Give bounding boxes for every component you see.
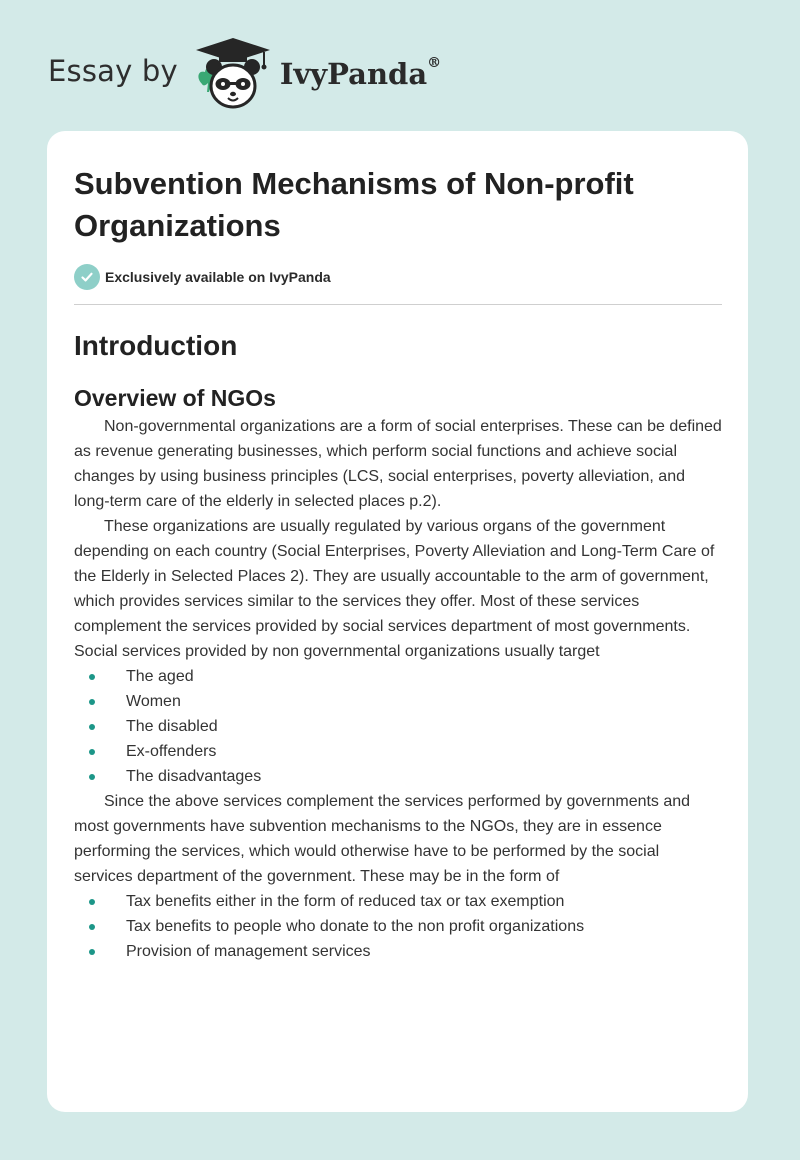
essay-card <box>47 131 748 1112</box>
paragraph: Since the above services complement the services performed by governments and most governments have subvention mechanisms to the NGOs, they are in essence performing the services, which would otherwise have to be performed by the social services department of the government. These may be in the form of <box>74 793 691 885</box>
form-list <box>74 889 722 964</box>
check-mark-icon <box>80 270 94 284</box>
list-item: Ex-offenders <box>74 739 722 764</box>
list-item: Tax benefits either in the form of reduced tax or tax exemption <box>74 889 722 914</box>
section-heading-introduction: Introduction <box>74 330 238 361</box>
target-list <box>74 664 722 789</box>
brand-name-text: IvyPanda <box>279 57 428 91</box>
list-item: The disadvantages <box>74 764 722 789</box>
paragraph: Non-governmental organizations are a form of social enterprises. These can be defined as revenue generating businesses, which perform social functions and achieve social changes by using business principles (LCS, social enterprises, poverty alleviation, and long-term care of the elderly in selected places p.2). <box>74 418 722 510</box>
exclusive-badge <box>74 263 722 291</box>
list-item: Provision of management services <box>74 939 722 964</box>
site-header <box>48 30 441 120</box>
title-divider <box>74 304 722 305</box>
brand-name[interactable] <box>280 57 441 91</box>
exclusive-badge-text: Exclusively available on IvyPanda <box>105 269 331 285</box>
paragraph: These organizations are usually regulated by various organs of the government depending on each country (Social Enterprises, Poverty Alleviation and Long-Term Care of the Elderly in Selected Places 2). They are usually accountable to the arm of government, which provides services similar to the services they offer. Most of these services complement the services provided by social services department of most governments. Social services provided by non governmental organizations usually target <box>74 518 715 660</box>
list-item: Tax benefits to people who donate to the non profit organizations <box>74 914 722 939</box>
list-item: The disabled <box>74 714 722 739</box>
list-item: Women <box>74 689 722 714</box>
essay-title: Subvention Mechanisms of Non-profit Organizations <box>74 166 634 243</box>
registered-mark: ® <box>427 55 442 71</box>
essay-by-label: Essay by <box>48 54 178 88</box>
subheading-overview: Overview of NGOs <box>74 385 276 411</box>
list-item: The aged <box>74 664 722 689</box>
check-circle-icon <box>74 264 100 290</box>
panda-graduate-icon[interactable] <box>192 34 274 116</box>
